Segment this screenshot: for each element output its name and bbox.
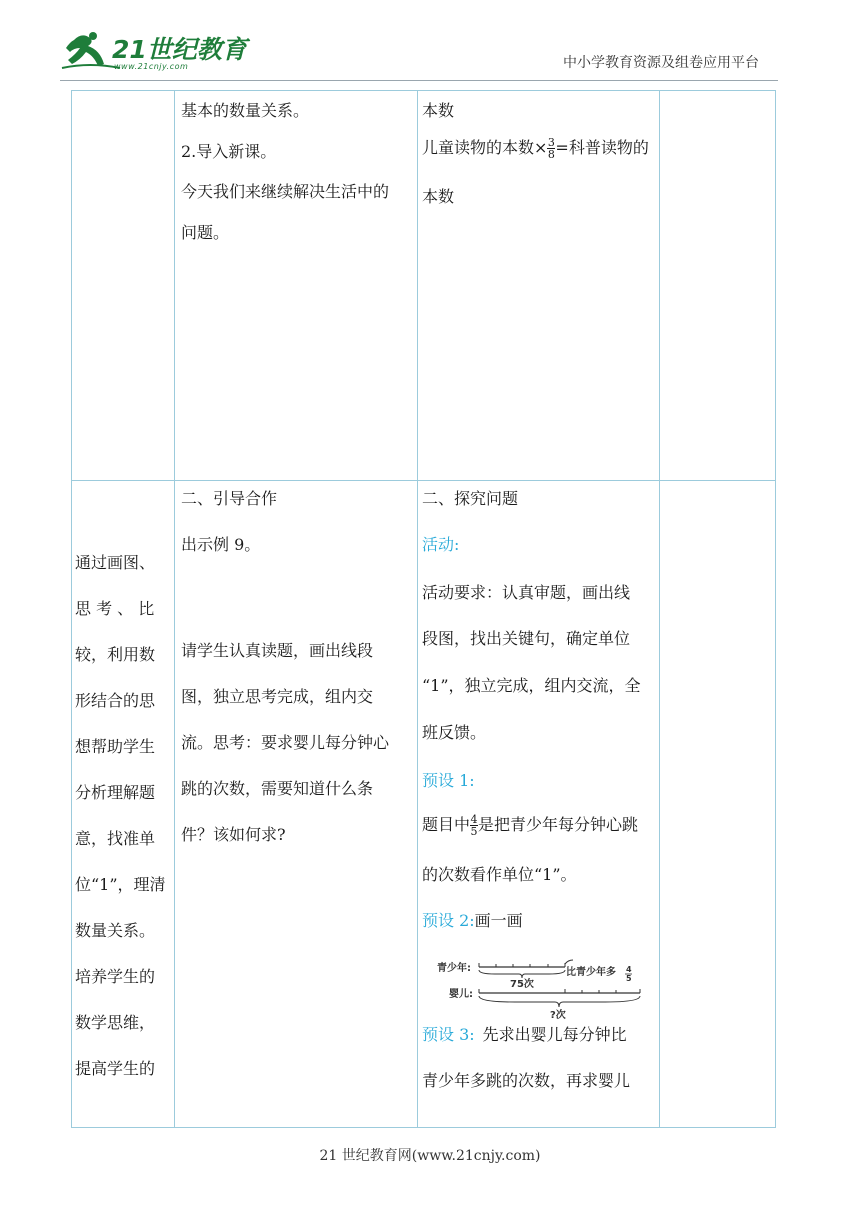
text-line: 出示例 9。	[181, 535, 261, 554]
formula-part: =科普读物的	[555, 138, 649, 157]
more-bracket	[565, 960, 573, 964]
goal-text-line: 分析理解题	[75, 783, 156, 802]
diagram-label-teen: 青少年:	[437, 963, 471, 974]
fraction-numerator: 4	[470, 813, 478, 826]
preset-label: 预设 3:	[422, 1025, 475, 1044]
text-line: 本数	[422, 101, 455, 120]
activity-label: 活动:	[422, 535, 460, 554]
diagram-label-75: 75次	[510, 979, 534, 990]
row1-teacher-cell	[175, 91, 418, 481]
goal-text-line: 培养学生的	[75, 967, 156, 986]
diagram-frac-num: 4	[626, 965, 632, 974]
teen-brace	[479, 970, 565, 978]
formula-part: 题目中	[422, 815, 471, 834]
text-line: 图，独立思考完成，组内交	[181, 687, 374, 706]
row2-teacher-cell	[175, 481, 418, 1128]
preset-line	[422, 913, 523, 929]
preset-line	[422, 1027, 627, 1043]
fraction-denominator: 8	[547, 148, 555, 161]
text-line: 基本的数量关系。	[181, 101, 310, 120]
text-line: 问题。	[181, 223, 230, 242]
goal-text-line: 形结合的思	[75, 691, 156, 710]
page-header	[0, 0, 860, 90]
baby-brace	[479, 996, 640, 1007]
text-line: 流。思考：要求婴儿每分钟心	[181, 733, 390, 752]
header-divider	[60, 80, 778, 81]
fraction-numerator: 3	[547, 136, 555, 149]
fraction	[547, 137, 555, 160]
text-line: 2.导入新课。	[181, 142, 277, 161]
fraction-denominator: 5	[470, 825, 478, 838]
section-heading: 二、引导合作	[181, 489, 278, 508]
preset-text: 先求出婴儿每分钟比	[482, 1025, 627, 1044]
text-line: 跳的次数，需要知道什么条	[181, 779, 374, 798]
text-line: 件？该如何求?	[181, 825, 286, 844]
fraction	[470, 814, 478, 837]
goal-text-line: 数量关系。	[75, 921, 156, 940]
row1-goal-cell	[72, 91, 175, 481]
goal-text-line: 数学思维，	[75, 1013, 156, 1032]
logo-url: www.21cnjy.com	[114, 62, 189, 71]
goal-text-line: 较，利用数	[75, 645, 156, 664]
page-footer: 21 世纪教育网(www.21cnjy.com)	[319, 1148, 541, 1164]
goal-text-line: 思 考 、 比	[75, 599, 155, 618]
row1-student-cell	[418, 91, 660, 481]
table-row	[72, 481, 776, 1128]
row2-goal-cell	[72, 481, 175, 1128]
formula-part: 儿童读物的本数×	[422, 138, 548, 157]
goal-text-line: 提高学生的	[75, 1059, 156, 1078]
text-line: 本数	[422, 187, 455, 206]
row1-notes-cell	[660, 91, 776, 481]
line-segment-diagram	[435, 950, 645, 1025]
text-line: 班反馈。	[422, 723, 487, 742]
text-line: 段图，找出关键句，确定单位	[422, 629, 631, 648]
goal-text-line: 意，找准单	[75, 829, 156, 848]
lesson-table	[71, 90, 776, 1128]
row2-notes-cell	[660, 481, 776, 1128]
text-line: “1”，独立完成，组内交流，全	[422, 676, 641, 695]
goal-text-line: 位“1”，理清	[75, 875, 166, 894]
goal-text-line: 通过画图、	[75, 553, 156, 572]
section-heading: 二、探究问题	[422, 489, 519, 508]
formula-line	[422, 814, 638, 837]
formula-line	[422, 137, 649, 160]
logo-wordmark: 21世纪教育	[112, 35, 247, 64]
diagram-frac-den: 5	[626, 974, 632, 983]
diagram-label-baby: 婴儿:	[449, 989, 473, 1000]
diagram-label-q: ?次	[550, 1010, 566, 1021]
text-line: 的次数看作单位“1”。	[422, 865, 577, 884]
diagram-label-more: 比青少年多	[566, 967, 616, 978]
text-line: 活动要求：认真审题，画出线	[422, 583, 631, 602]
preset-label: 预设 1:	[422, 771, 475, 790]
row2-student-cell	[418, 481, 660, 1128]
text-line: 青少年多跳的次数，再求婴儿	[422, 1071, 631, 1090]
text-line: 今天我们来继续解决生活中的	[181, 182, 390, 201]
preset-label: 预设 2:	[422, 911, 475, 930]
preset-text: 画一画	[474, 911, 523, 930]
table-row	[72, 91, 776, 481]
goal-text-line: 想帮助学生	[75, 737, 156, 756]
formula-part: 是把青少年每分钟心跳	[478, 815, 639, 834]
platform-title: 中小学教育资源及组卷应用平台	[563, 55, 759, 71]
text-line: 请学生认真读题，画出线段	[181, 641, 374, 660]
